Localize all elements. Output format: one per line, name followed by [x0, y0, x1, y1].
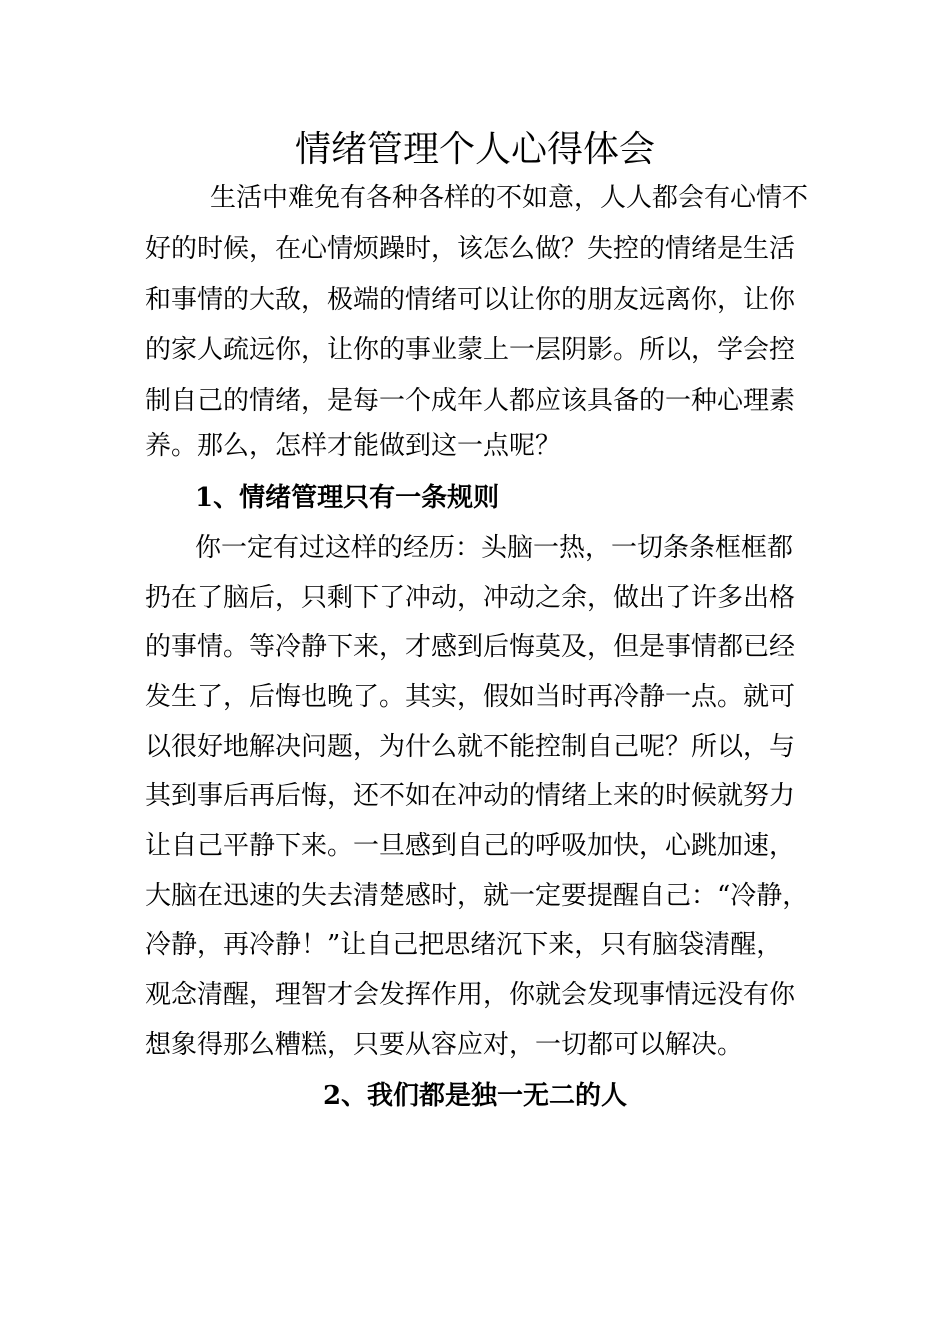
document-title: 情绪管理个人心得体会 [294, 129, 655, 170]
section1-line-6: 其到事后再后悔，还不如在冲动的情绪上来的时候就努力 [145, 781, 796, 811]
section1-line-1: 你一定有过这样的经历：头脑一热，一切条条框框都 [195, 533, 794, 563]
section1-line-3: 的事情。等冷静下来，才感到后悔莫及，但是事情都已经 [145, 632, 796, 662]
section1-line-2: 扔在了脑后，只剩下了冲动，冲动之余，做出了许多出格 [145, 583, 796, 613]
intro-line-3: 和事情的大敌，极端的情绪可以让你的朋友远离你，让你 [145, 285, 796, 315]
section2-heading: 2、我们都是独一无二的人 [322, 1081, 628, 1111]
section1-line-10: 观念清醒，理智才会发挥作用，你就会发现事情远没有你 [145, 980, 796, 1010]
intro-line-2: 好的时候，在心情烦躁时，该怎么做？失控的情绪是生活 [145, 234, 796, 264]
intro-line-6: 养。那么，怎样才能做到这一点呢？ [145, 431, 562, 461]
section1-line-11: 想象得那么糟糕，只要从容应对，一切都可以解决。 [145, 1030, 744, 1060]
section1-line-5: 以很好地解决问题，为什么就不能控制自己呢？所以，与 [145, 732, 796, 762]
section1-heading: 1、情绪管理只有一条规则 [195, 483, 500, 513]
section1-line-7: 让自己平静下来。一旦感到自己的呼吸加快，心跳加速， [145, 831, 796, 861]
intro-line-4: 的家人疏远你，让你的事业蒙上一层阴影。所以，学会控 [145, 335, 796, 365]
intro-line-5: 制自己的情绪，是每一个成年人都应该具备的一种心理素 [145, 386, 796, 416]
section1-line-4: 发生了，后悔也晚了。其实，假如当时再冷静一点。就可 [145, 682, 796, 712]
section1-line-9: 冷静，再冷静！”让自己把思绪沉下来，只有脑袋清醒， [145, 930, 783, 960]
intro-line-1: 生活中难免有各种各样的不如意，人人都会有心情不 [210, 183, 809, 213]
section1-line-8: 大脑在迅速的失去清楚感时，就一定要提醒自己：“冷静， [145, 881, 809, 911]
